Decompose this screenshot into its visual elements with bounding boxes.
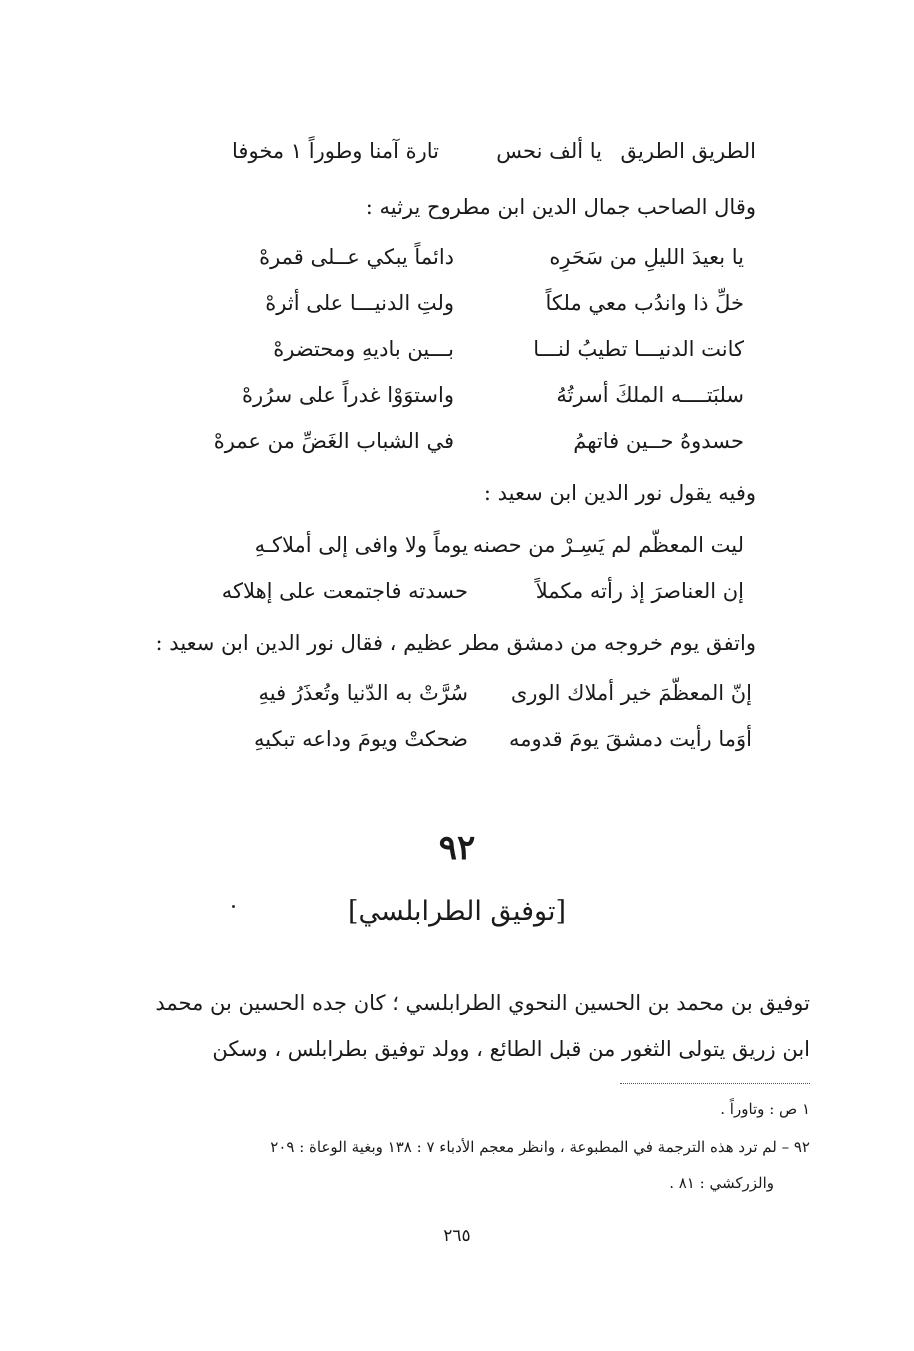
poem3-hemistich-b-2: ضحكتْ ويومَ وداعه تبكيهِ	[254, 727, 468, 751]
poem1-hemistich-a-1: يا بعيدَ الليلِ من سَحَرِه	[549, 245, 744, 269]
poem2-hemistich-b-2: حسدته فاجتمعت على إهلاكه	[221, 579, 468, 603]
body-line-1: توفيق بن محمد بن الحسين النحوي الطرابلسي ؛ كان جده الحسين بن محمد	[155, 991, 810, 1015]
intro-line-8: وفيه يقول نور الدين ابن سعيد :	[483, 481, 756, 505]
poem1-hemistich-b-3: بـــين باديهِ ومحتضرهْ	[273, 337, 454, 361]
poem1-hemistich-b-1: دائماً يبكي عــلى قمرهْ	[259, 245, 454, 269]
body-line-2: ابن زريق يتولى الثغور من قبل الطائع ، وولد توفيق بطرابلس ، وسكن	[212, 1037, 810, 1061]
poem3-hemistich-a-2: أوَما رأيت دمشقَ يومَ قدومه	[508, 727, 752, 751]
verse-line-1-right: الطريق الطريق	[620, 139, 756, 163]
verse-line-1-left: تارة آمنا وطوراً ١ مخوفا	[232, 139, 439, 163]
page-number: ٢٦٥	[443, 1226, 471, 1246]
poem1-hemistich-b-2: ولتِ الدنيـــا على أثرهْ	[265, 291, 454, 315]
poem1-hemistich-a-3: كانت الدنيـــا تطيبُ لنـــا	[533, 337, 744, 361]
poem2-hemistich-a-1: ليت المعظّم لم يَسِـرْ من حصنه	[472, 533, 744, 557]
poem1-hemistich-a-5: حسدوهُ حــين فاتهمُ	[573, 429, 744, 453]
poem1-hemistich-b-5: في الشباب الغَضِّ من عمرهْ	[213, 429, 454, 453]
intro-line-11: واتفق يوم خروجه من دمشق مطر عظيم ، فقال نور الدين ابن سعيد :	[155, 631, 756, 655]
intro-line-2: وقال الصاحب جمال الدين ابن مطروح يرثيه :	[365, 195, 756, 219]
poem1-hemistich-a-4: سلبَتــــه الملكَ أسرتُهُ	[556, 383, 744, 407]
entry-number: ٩٢	[438, 828, 476, 868]
poem2-hemistich-a-2: إن العناصرَ إذ رأته مكملاً	[535, 579, 744, 603]
poem1-hemistich-b-4: واستوَوْا غدراً على سرُرهْ	[241, 383, 454, 407]
footnote-divider	[620, 1083, 810, 1084]
poem2-hemistich-b-1: يوماً ولا وافى إلى أملاكـهِ	[254, 533, 468, 557]
verse-line-1-middle: يا ألف نحس	[496, 139, 602, 163]
poem1-hemistich-a-2: خلِّ ذا واندُب معي ملكاً	[545, 291, 744, 315]
footnote-2-continued: والزركشي : ٨١ .	[669, 1174, 774, 1192]
poem3-hemistich-b-1: سُرَّتْ به الدّنيا وتُعذَرُ فيهِ	[258, 681, 468, 705]
footnote-2: ٩٢ – لم ترد هذه الترجمة في المطبوعة ، وانظر معجم الأدباء ٧ : ١٣٨ وبغية الوعاة : ٢٠٩	[270, 1138, 810, 1156]
footnote-1: ١ ص : وتاوراً .	[720, 1100, 810, 1118]
poem3-hemistich-a-1: إنّ المعظّمَ خير أملاك الورى	[510, 681, 752, 705]
entry-title: [توفيق الطرابلسي]	[347, 896, 566, 927]
